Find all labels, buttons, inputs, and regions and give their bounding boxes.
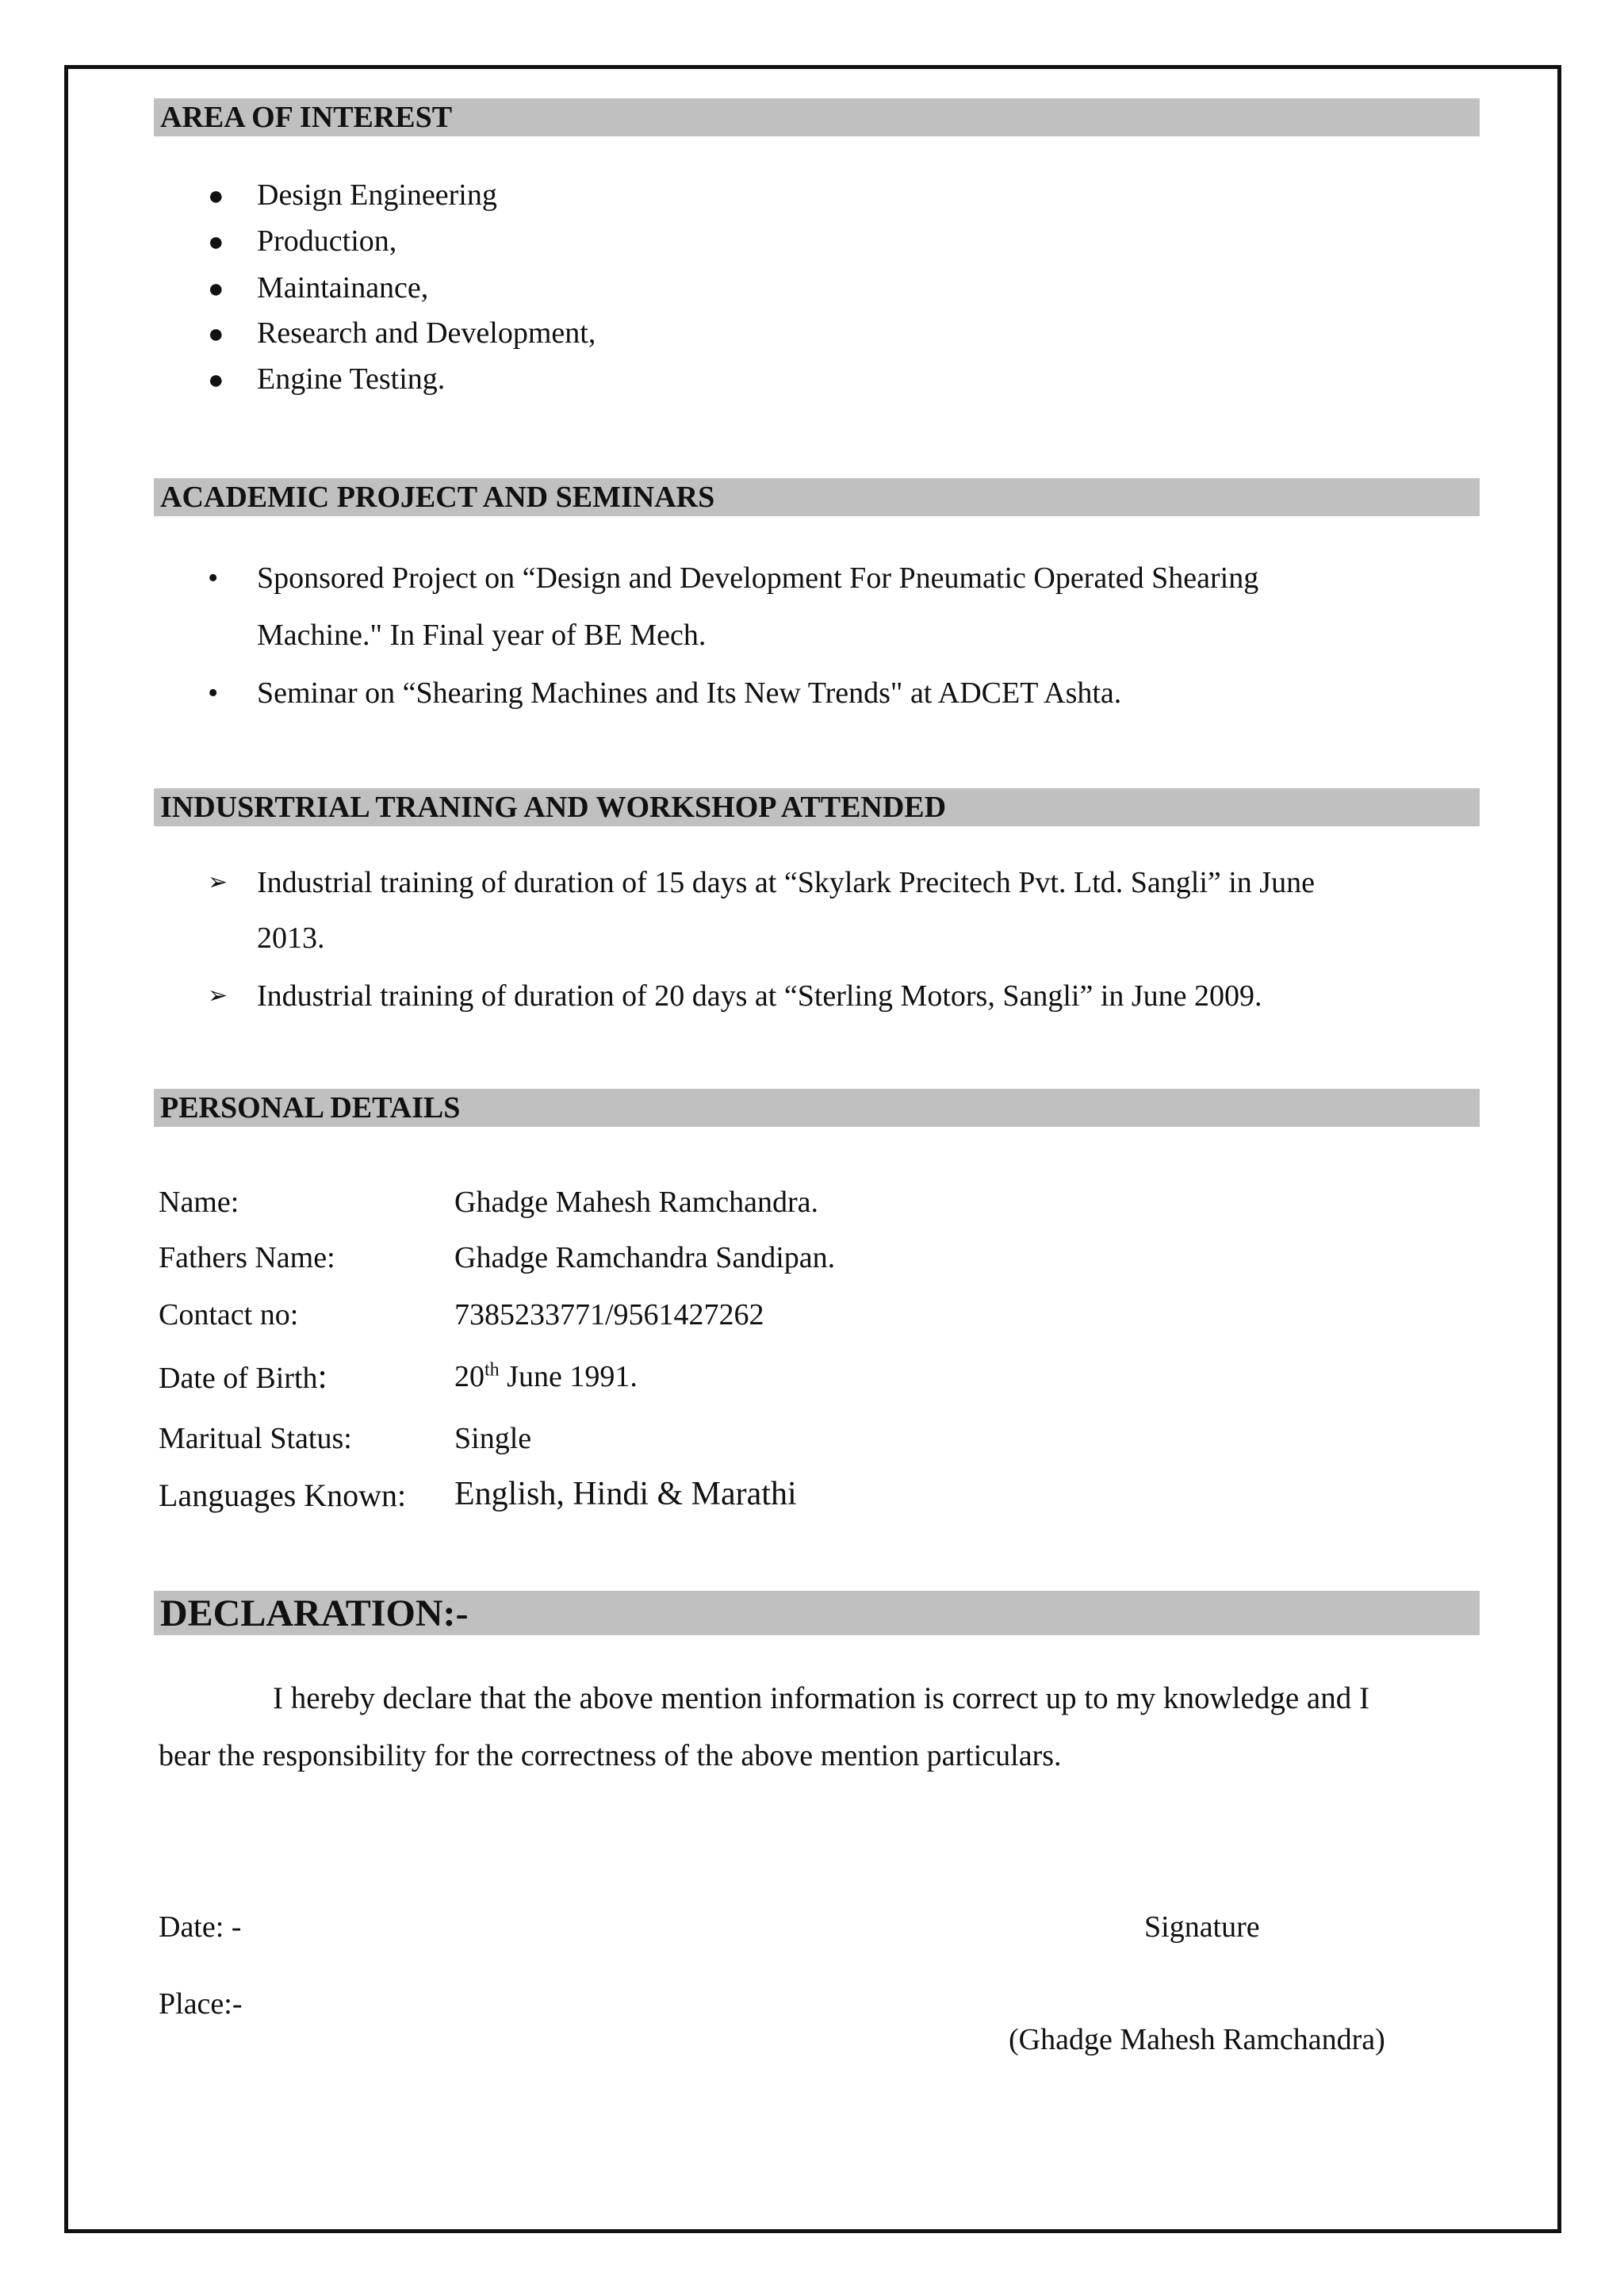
declaration-heading: DECLARATION:- xyxy=(154,1591,1480,1635)
bullet-icon: ● xyxy=(208,366,224,395)
academic-heading: ACADEMIC PROJECT AND SEMINARS xyxy=(154,478,1480,516)
list-item: Industrial training of duration of 15 days at “Skylark Precitech Pvt. Ltd. Sangli” in June xyxy=(257,866,1315,899)
contact-label: Contact no: xyxy=(159,1298,299,1331)
declaration-line-1: I hereby declare that the above mention information is correct up to my knowledge and I xyxy=(273,1681,1369,1715)
list-item: Research and Development, xyxy=(257,316,596,350)
fathers-name-label: Fathers Name: xyxy=(159,1241,335,1274)
list-item: Sponsored Project on “Design and Development For Pneumatic Operated Shearing xyxy=(257,561,1259,595)
training-heading: INDUSRTRIAL TRANING AND WORKSHOP ATTENDED xyxy=(154,788,1480,826)
signature-label: Signature xyxy=(1144,1910,1260,1944)
dob-label xyxy=(159,1359,327,1396)
languages-value: English, Hindi & Marathi xyxy=(454,1476,797,1512)
personal-details-heading: PERSONAL DETAILS xyxy=(154,1089,1480,1127)
name-label: Name: xyxy=(159,1186,239,1219)
list-item: Production, xyxy=(257,224,397,258)
dob-label-text: Date of Birth xyxy=(159,1362,318,1395)
dob-rest: June 1991. xyxy=(499,1360,638,1393)
dob-day: 20 xyxy=(454,1360,485,1393)
area-of-interest-heading: AREA OF INTEREST xyxy=(154,98,1480,136)
bullet-icon: ● xyxy=(208,182,224,211)
bullet-icon: ● xyxy=(208,228,224,257)
bullet-icon: • xyxy=(208,676,219,710)
arrow-bullet-icon: ➢ xyxy=(208,868,228,896)
dob-ordinal: th xyxy=(485,1359,500,1381)
languages-label: Languages Known: xyxy=(159,1477,407,1513)
arrow-bullet-icon: ➢ xyxy=(208,982,228,1010)
list-item: Seminar on “Shearing Machines and Its New Trends" at ADCET Ashta. xyxy=(257,676,1122,710)
name-value: Ghadge Mahesh Ramchandra. xyxy=(454,1186,819,1219)
dob-value xyxy=(454,1359,638,1394)
marital-status-value: Single xyxy=(454,1422,532,1455)
list-item-continuation: Machine." In Final year of BE Mech. xyxy=(257,619,707,652)
fathers-name-value: Ghadge Ramchandra Sandipan. xyxy=(454,1241,836,1274)
dob-label-colon: : xyxy=(317,1357,327,1396)
marital-status-label: Maritual Status: xyxy=(159,1422,352,1455)
list-item: Industrial training of duration of 20 days at “Sterling Motors, Sangli” in June 2009. xyxy=(257,979,1262,1013)
bullet-icon: ● xyxy=(208,320,224,349)
signatory-name: (Ghadge Mahesh Ramchandra) xyxy=(1009,2023,1385,2056)
contact-value: 7385233771/9561427262 xyxy=(454,1298,764,1331)
place-label: Place:- xyxy=(159,1987,243,2021)
list-item-continuation: 2013. xyxy=(257,921,325,955)
list-item: Engine Testing. xyxy=(257,362,446,396)
list-item: Design Engineering xyxy=(257,178,497,212)
bullet-icon: • xyxy=(208,561,219,595)
bullet-icon: ● xyxy=(208,274,224,304)
declaration-line-2: bear the responsibility for the correctness of the above mention particulars. xyxy=(159,1739,1062,1772)
date-label: Date: - xyxy=(159,1910,242,1944)
list-item: Maintainance, xyxy=(257,271,429,305)
